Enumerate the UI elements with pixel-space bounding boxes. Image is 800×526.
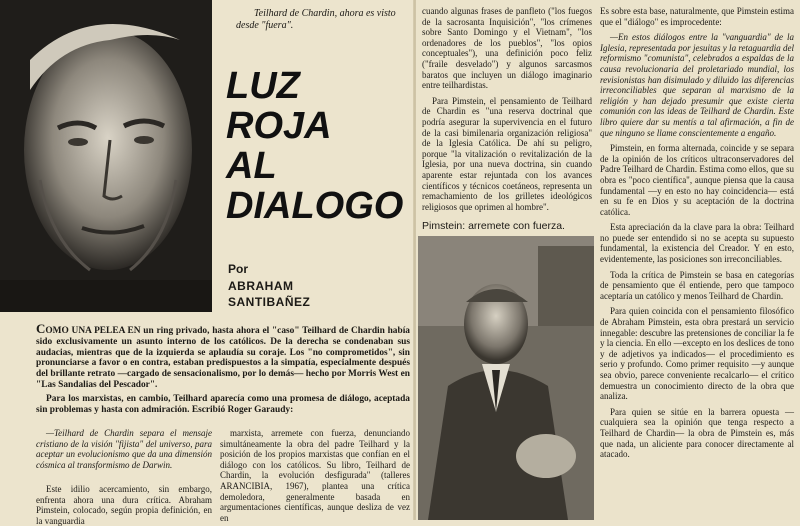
quote-paragraph: —En estos diálogos entre la "vanguardia" de la Iglesia, representada por jesuitas y la retaguardia del reformismo "comunista", celebrados a espaldas de la causa revolucionaria del proletariado mundial, los revisionistas han disimulado y diluido las diferencias irreconciliables que separan al marxismo de la religión y han dejado presumir que existe cierta comunión con las ideas de Teilhard de Chardin. Este libro quiere dar su mentís a tal afirmación, a fin de que ninguno se llame conscientemente a engaño. [600,32,794,138]
body-paragraph: Esta apreciación da la clave para la obra: Teilhard no puede ser entendido si no se acepta su supuesto fundamental, la existencia del Creador. Y en esto, evidentemente, las posiciones son irreconciliables. [600,222,794,265]
headline-line: DIALOGO [226,185,404,227]
body-paragraph: Toda la crítica de Pimstein se basa en categorías de pensamiento que él entiende, pero que tampoco aceptaría un católico y menos Teilhard de Chardin. [600,269,794,301]
garaudy-quote [36,428,212,474]
headline-line: AL [226,145,277,187]
lead-paragraph: Para los marxistas, en cambio, Teilhard aparecía como una promesa de diálogo, aceptada sin problemas y hasta con admiración. Escribió Roger Garaudy: [36,393,410,415]
pimstein-photo-caption: Pimstein: arremete con fuerza. [422,220,565,232]
lead-paragraphs [36,321,410,418]
byline-prefix: Por [228,262,249,276]
body-paragraph: Para quien se sitúe en la barrera opuesta —cualquiera sea la opinión que tenga respecto a Teilhard de Chardin— la obra de Pimstein es, más que nada, un aliciente para conocer directamente al atacado. [600,406,794,460]
body-paragraph: Para Pimstein, el pensamiento de Teilhard de Chardin es "una reserva doctrinal que podría asegurar la supervivencia en el futuro de la casi bimilenaria organización religiosa" de la Iglesia Católica. De ahí su peligro, porque "la vitalización o revitalización de la Iglesia, por una nueva doctrina, sin cuando aparente estar rejuntada con los avances científicos y técnicos coetáneos, representa un remachamiento de los grilletes ideológicos religiosos que oprimen al hombre". [422,95,592,212]
body-paragraph: Pimstein, en forma alternada, coincide y se separa de la opinión de los críticos ultraconservadores del Padre Teilhard de Chardin. Estima como ellos, que su obra es "poco científica", aunque piensa que la causa fundamental —y en esto no hay coincidencia— está en su fe en Dios y su aceptación de la doctrina católica. [600,143,794,217]
body-paragraph: Este idilio acercamiento, sin embargo, enfrenta ahora una dura crítica. Abraham Pimstein, colocado, según propia definición, en la vanguardia [36,484,212,526]
left-body-column [36,484,212,526]
body-paragraph: marxista, arremete con fuerza, denunciando simultáneamente la obra del padre Teilhard y la posición de los propios marxistas que confían en el diálogo con los católicos. Su libro, Teilhard de Chardin, la evolución desfigurada" (talleres ARANCIBIA, 1967), plantea una crítica demoledora, generalmente basada en argumentaciones científicas, aunque desliza de vez en [220,428,410,523]
body-paragraph: cuando algunas frases de panfleto ("los fuegos de la sacrosanta Inquisición", "los crímenes sobre Santo Domingo y el Vietnam", "los ordenadores de los pueblos", "los opios conceptuales"), una definición poco feliz ("fraile desvelado") y algunos sarcasmos baratos que incluyen un diálogo imaginario entre teilhardistas. [422,6,592,91]
headline-line: LUZ [226,65,300,107]
pimstein-portrait-image [418,236,594,520]
body-paragraph: Para quien coincida con el pensamiento filosófico de Abraham Pimstein, esta obra prestará un servicio innegable: descubre las pretensiones de conciliar la fe y la ciencia. En ello —excepto en los deslices de tono y de adjetivos ya indicados— el procedimiento es serio y profundo. Como primer requisito —y aunque sea obvio, parece conveniente recalcarlo— el crítico demuestra un conocimiento directo de la obra que analiza. [600,306,794,402]
lead-paragraph [36,321,410,391]
pimstein-photo [418,236,594,520]
teilhard-portrait-photo [0,0,212,312]
lead-text: OMO UNA PELEA EN un ring privado, hasta ahora el "caso" Teilhard de Chardin había sido exclusivamente un asunto interno de los católicos. De la derecha se condenaban sus audacias, mientras que de la izquierda se aplaudía su coraje. Los "no comprometidos", sin pronunciarse a favor o en contra, estaban predispuestos a la simpatía, especialmente después del brillante retrato —cargado de sensacionalismo, por lo demás— hecho por Morris West en "Las Sandalias del Pescador". [36,326,410,390]
teilhard-portrait-image [0,0,212,312]
headline [226,66,406,226]
byline-author: ABRAHAM SANTIBAÑEZ [228,279,311,309]
headline-line: ROJA [226,105,332,147]
middle-body-column [220,428,410,523]
quote-paragraph: —Teilhard de Chardin separa el mensaje cristiano de la visión "fijista" del universo, para aceptar un evolucionismo que da una dimensión cósmica al transformismo de Darwin. [36,428,212,470]
drop-cap: C [36,321,46,336]
body-paragraph: Es sobre esta base, naturalmente, que Pimstein estima que el "diálogo" es improcedente: [600,6,794,27]
third-column [422,6,592,210]
fourth-column [600,6,794,518]
intro-caption: Teilhard de Chardin, ahora es visto desde "fuera". [236,8,396,31]
